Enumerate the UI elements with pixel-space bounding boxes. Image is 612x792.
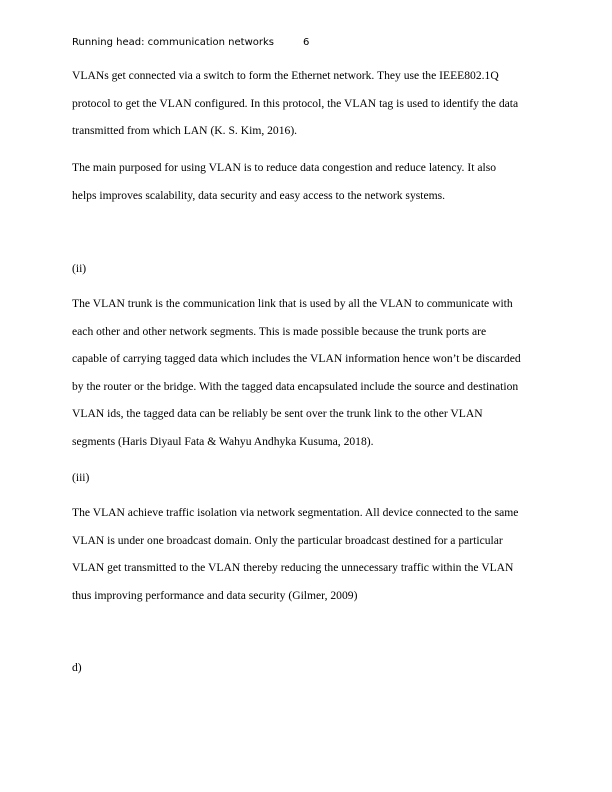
section-label-iii [72, 464, 552, 492]
text-line: capable of carrying tagged data which includes the VLAN information hence won’t be discarded [72, 352, 521, 366]
section-label-d [72, 654, 552, 682]
paragraph-vlan-trunk [72, 290, 552, 456]
text-line: transmitted from which LAN (K. S. Kim, 2016). [72, 124, 298, 138]
text-line: helps improves scalability, data security and easy access to the network systems. [72, 188, 446, 202]
paragraph-traffic-isolation [72, 499, 552, 609]
text-line: (ii) [72, 262, 87, 275]
text-line: d) [72, 661, 82, 674]
text-line: VLAN get transmitted to the VLAN thereby reducing the unnecessary traffic within the VLAN [72, 561, 514, 575]
text-line: VLAN is under one broadcast domain. Only the particular broadcast destined for a particular [72, 533, 503, 547]
section-label-ii [72, 255, 552, 283]
page-number: 6 [303, 37, 310, 48]
text-line: The VLAN trunk is the communication link that is used by all the VLAN to communicate with [72, 297, 513, 310]
text-line: thus improving performance and data security (Gilmer, 2009) [72, 588, 358, 602]
paragraph-vlan-purpose [72, 154, 552, 209]
text-line: by the router or the bridge. With the tagged data encapsulated include the source and destination [72, 379, 519, 393]
text-line: protocol to get the VLAN configured. In this protocol, the VLAN tag is used to identify the data [72, 96, 519, 110]
text-line: The VLAN achieve traffic isolation via network segmentation. All device connected to the same [72, 506, 519, 519]
text-line: VLAN ids, the tagged data can be reliably be sent over the trunk link to the other VLAN [72, 407, 483, 421]
text-line: VLANs get connected via a switch to form the Ethernet network. They use the IEEE802.1Q [72, 69, 499, 82]
text-line: segments (Haris Diyaul Fata & Wahyu Andhyka Kusuma, 2018). [72, 434, 374, 448]
text-line: each other and other network segments. This is made possible because the trunk ports are [72, 324, 487, 338]
paragraph-vlan-ethernet [72, 62, 552, 145]
text-line: (iii) [72, 471, 90, 484]
running-head: Running head: communication networks [72, 37, 275, 48]
text-line: The main purposed for using VLAN is to reduce data congestion and reduce latency. It also [72, 161, 497, 174]
